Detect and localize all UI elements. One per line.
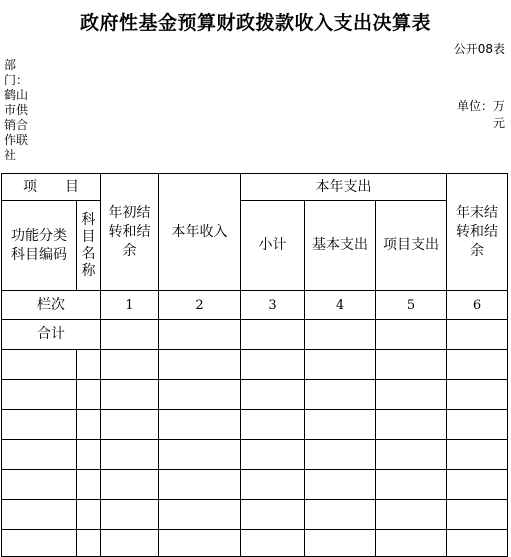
table-cell[interactable] [2, 530, 77, 557]
row-index-col-5: 5 [376, 291, 447, 320]
row-index-col-3: 3 [241, 291, 305, 320]
table-cell[interactable] [376, 320, 447, 350]
header-end-balance-text: 年末结转和结余 [456, 204, 498, 259]
header-basic: 基本支出 [305, 201, 376, 291]
table-cell[interactable] [159, 380, 241, 410]
table-cell[interactable] [305, 380, 376, 410]
table-cell[interactable] [241, 530, 305, 557]
row-index-col-1: 1 [101, 291, 159, 320]
table-cell[interactable] [447, 530, 508, 557]
header-func-code [2, 201, 77, 291]
table-cell[interactable] [101, 410, 159, 440]
table-cell[interactable] [241, 350, 305, 380]
table-cell[interactable] [241, 500, 305, 530]
table-cell[interactable] [101, 350, 159, 380]
table-cell[interactable] [447, 380, 508, 410]
header-begin-balance [101, 174, 159, 291]
table-cell[interactable] [376, 500, 447, 530]
table-cell[interactable] [2, 500, 77, 530]
table-cell[interactable] [305, 350, 376, 380]
table-cell[interactable] [101, 320, 159, 350]
table-cell[interactable] [159, 320, 241, 350]
table-cell[interactable] [305, 500, 376, 530]
row-index [2, 291, 508, 320]
table-cell[interactable] [376, 350, 447, 380]
table-cell[interactable] [101, 530, 159, 557]
row-index-col-4: 4 [305, 291, 376, 320]
budget-table [1, 173, 508, 557]
table-row [2, 410, 508, 440]
table-cell[interactable] [447, 320, 508, 350]
row-index-label: 栏次 [2, 291, 101, 320]
table-cell[interactable] [376, 410, 447, 440]
table-cell[interactable] [376, 380, 447, 410]
header-project: 项目支出 [376, 201, 447, 291]
table-cell[interactable] [101, 440, 159, 470]
header-func-code-text: 功能分类科目编码 [11, 227, 67, 263]
department-label: 部门：鹤山市供销合作联社 [4, 58, 29, 162]
header-row-1 [2, 174, 508, 201]
table-cell[interactable] [159, 440, 241, 470]
header-subtotal: 小计 [241, 201, 305, 291]
table-cell[interactable] [2, 410, 77, 440]
table-cell[interactable] [305, 530, 376, 557]
table-cell[interactable] [77, 470, 101, 500]
header-expense-group: 本年支出 [241, 174, 447, 201]
row-index-col-6: 6 [447, 291, 508, 320]
table-cell[interactable] [241, 320, 305, 350]
table-cell[interactable] [159, 350, 241, 380]
table-cell[interactable] [77, 440, 101, 470]
header-begin-balance-text: 年初结转和结余 [108, 204, 151, 259]
report-title: 政府性基金预算财政拨款收入支出决算表 [79, 12, 431, 34]
table-cell[interactable] [2, 440, 77, 470]
form-number: 公开08表 [453, 42, 505, 56]
header-end-balance [447, 174, 508, 291]
table-row [2, 470, 508, 500]
header-row-2 [2, 201, 508, 261]
table-cell[interactable] [305, 440, 376, 470]
row-index-col-2: 2 [159, 291, 241, 320]
table-cell[interactable] [77, 350, 101, 380]
table-cell[interactable] [159, 470, 241, 500]
table-cell[interactable] [447, 440, 508, 470]
header-income: 本年收入 [159, 174, 241, 291]
row-total [2, 320, 508, 350]
table-cell[interactable] [241, 410, 305, 440]
table-row [2, 530, 508, 557]
table-cell[interactable] [447, 500, 508, 530]
table-cell[interactable] [241, 470, 305, 500]
table-cell[interactable] [447, 350, 508, 380]
unit-label: 单位：万元 [456, 99, 505, 130]
header-item: 项 目 [2, 174, 101, 201]
table-cell[interactable] [159, 530, 241, 557]
header-subject-name [77, 201, 101, 291]
table-cell[interactable] [305, 410, 376, 440]
table-cell[interactable] [2, 380, 77, 410]
row-total-label: 合计 [2, 320, 101, 350]
table-cell[interactable] [159, 410, 241, 440]
table-cell[interactable] [241, 440, 305, 470]
table-cell[interactable] [2, 470, 77, 500]
table-cell[interactable] [447, 470, 508, 500]
table-cell[interactable] [101, 380, 159, 410]
table-cell[interactable] [241, 380, 305, 410]
table-cell[interactable] [77, 500, 101, 530]
table-cell[interactable] [77, 410, 101, 440]
table-row [2, 380, 508, 410]
table-cell[interactable] [101, 470, 159, 500]
table-cell[interactable] [2, 350, 77, 380]
table-cell[interactable] [447, 410, 508, 440]
header-subject-name-text: 科目名称 [81, 211, 96, 279]
table-cell[interactable] [305, 470, 376, 500]
table-cell[interactable] [77, 530, 101, 557]
table-cell[interactable] [376, 440, 447, 470]
table-cell[interactable] [305, 320, 376, 350]
table-row [2, 500, 508, 530]
table-cell[interactable] [101, 500, 159, 530]
table-row [2, 350, 508, 380]
table-row [2, 440, 508, 470]
table-cell[interactable] [77, 380, 101, 410]
table-cell[interactable] [376, 470, 447, 500]
table-cell[interactable] [159, 500, 241, 530]
table-cell[interactable] [376, 530, 447, 557]
